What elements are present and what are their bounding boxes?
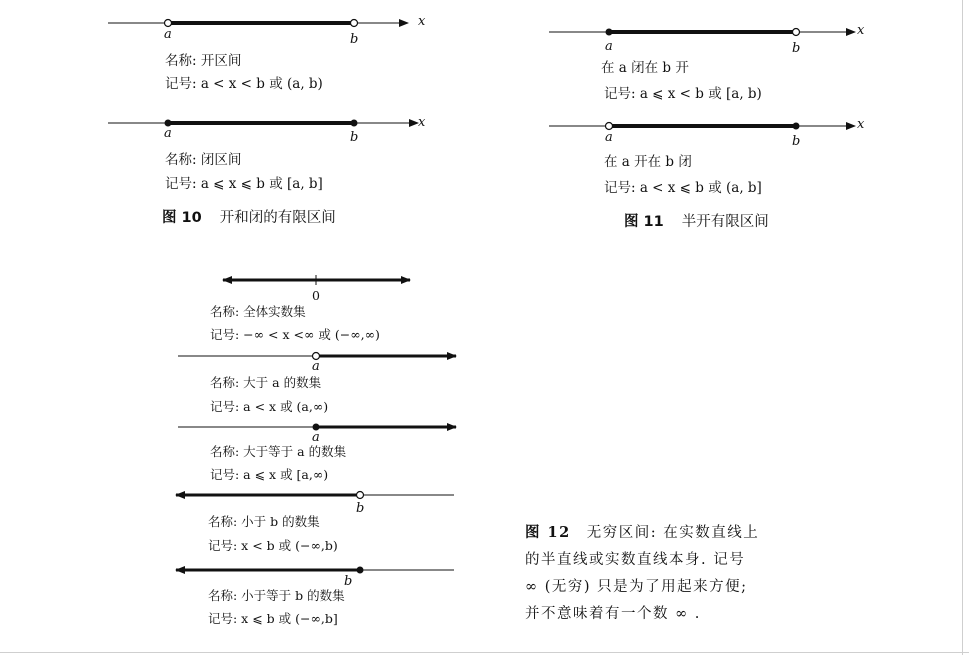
real-line-notation: 记号: −∞ < x <∞ 或 (−∞,∞) [210, 327, 380, 342]
real-line [223, 275, 410, 285]
fig10-caption-text: 开和闭的有限区间 [219, 210, 336, 226]
fig11-caption-text: 半开有限区间 [681, 214, 769, 230]
fig10-caption-number: 图 10 [162, 210, 202, 226]
left-closed-label-x: x [857, 23, 865, 38]
le-endpoint-b [357, 567, 364, 574]
le-name: 名称: 小于等于 b 的数集 [208, 588, 345, 603]
fig12-caption-number: 图 12 [525, 524, 571, 541]
lt-label-b: b [356, 501, 365, 516]
right-closed-interval-name: 在 a 开在 b 闭 [604, 154, 692, 170]
open-endpoint-b [351, 20, 358, 27]
fig11-caption-number: 图 11 [624, 214, 664, 230]
fig11-caption [624, 215, 769, 230]
left-closed-endpoint-a [606, 29, 613, 36]
right-closed-interval-line [549, 123, 855, 130]
closed-label-b: b [350, 130, 359, 145]
open-interval-notation: 记号: a < x < b 或 (a, b) [165, 76, 323, 92]
real-line-zero-label: 0 [312, 288, 320, 303]
ge-name: 名称: 大于等于 a 的数集 [210, 444, 347, 459]
fig12-caption-line-1: 无穷区间: 在实数直线上 [586, 525, 760, 541]
fig12-caption-line-4: 并不意味着有一个数 ∞ . [525, 606, 701, 622]
real-line-name: 名称: 全体实数集 [210, 304, 306, 319]
open-label-b: b [350, 32, 359, 47]
less-equal-b-line [176, 567, 454, 574]
lt-name: 名称: 小于 b 的数集 [208, 514, 320, 529]
gt-name: 名称: 大于 a 的数集 [210, 375, 322, 390]
left-closed-interval-notation: 记号: a ⩽ x < b 或 [a, b) [604, 86, 762, 102]
gt-label-a: a [312, 359, 320, 374]
lt-notation: 记号: x < b 或 (−∞,b) [208, 538, 338, 553]
le-notation: 记号: x ⩽ b 或 (−∞,b] [208, 611, 338, 626]
gt-notation: 记号: a < x 或 (a,∞) [210, 399, 329, 414]
left-closed-endpoint-b [793, 29, 800, 36]
closed-interval-name: 名称: 闭区间 [165, 152, 242, 168]
right-closed-label-a: a [605, 130, 613, 145]
page-edge-bottom [0, 652, 969, 653]
less-than-b-line [176, 492, 454, 499]
fig12-caption-line-2: 的半直线或实数直线本身. 记号 [525, 552, 746, 568]
left-closed-interval-line [549, 29, 855, 36]
open-interval-name: 名称: 开区间 [165, 53, 242, 69]
page-edge-right [962, 0, 963, 655]
ge-label-a: a [312, 430, 320, 445]
left-closed-interval-name: 在 a 闭在 b 开 [601, 60, 689, 76]
closed-interval-notation: 记号: a ⩽ x ⩽ b 或 [a, b] [165, 176, 323, 192]
fig10-caption [162, 211, 336, 226]
right-closed-label-b: b [792, 134, 801, 149]
ge-notation: 记号: a ⩽ x 或 [a,∞) [210, 467, 329, 482]
closed-label-x: x [418, 115, 426, 130]
open-label-x: x [418, 14, 426, 29]
open-label-a: a [164, 27, 172, 42]
le-label-b: b [344, 574, 353, 589]
closed-interval-line [108, 120, 418, 127]
closed-endpoint-b [351, 120, 358, 127]
fig12-caption [525, 519, 805, 628]
open-endpoint-a [165, 20, 172, 27]
right-closed-interval-notation: 记号: a < x ⩽ b 或 (a, b] [604, 180, 762, 196]
right-closed-endpoint-b [793, 123, 800, 130]
fig12-caption-line-3: ∞ (无穷) 只是为了用起来方便; [525, 579, 748, 595]
right-closed-endpoint-a [606, 123, 613, 130]
left-closed-label-a: a [605, 39, 613, 54]
closed-label-a: a [164, 126, 172, 141]
left-closed-label-b: b [792, 41, 801, 56]
right-closed-label-x: x [857, 117, 865, 132]
lt-endpoint-b [357, 492, 364, 499]
open-interval-line [108, 20, 408, 27]
